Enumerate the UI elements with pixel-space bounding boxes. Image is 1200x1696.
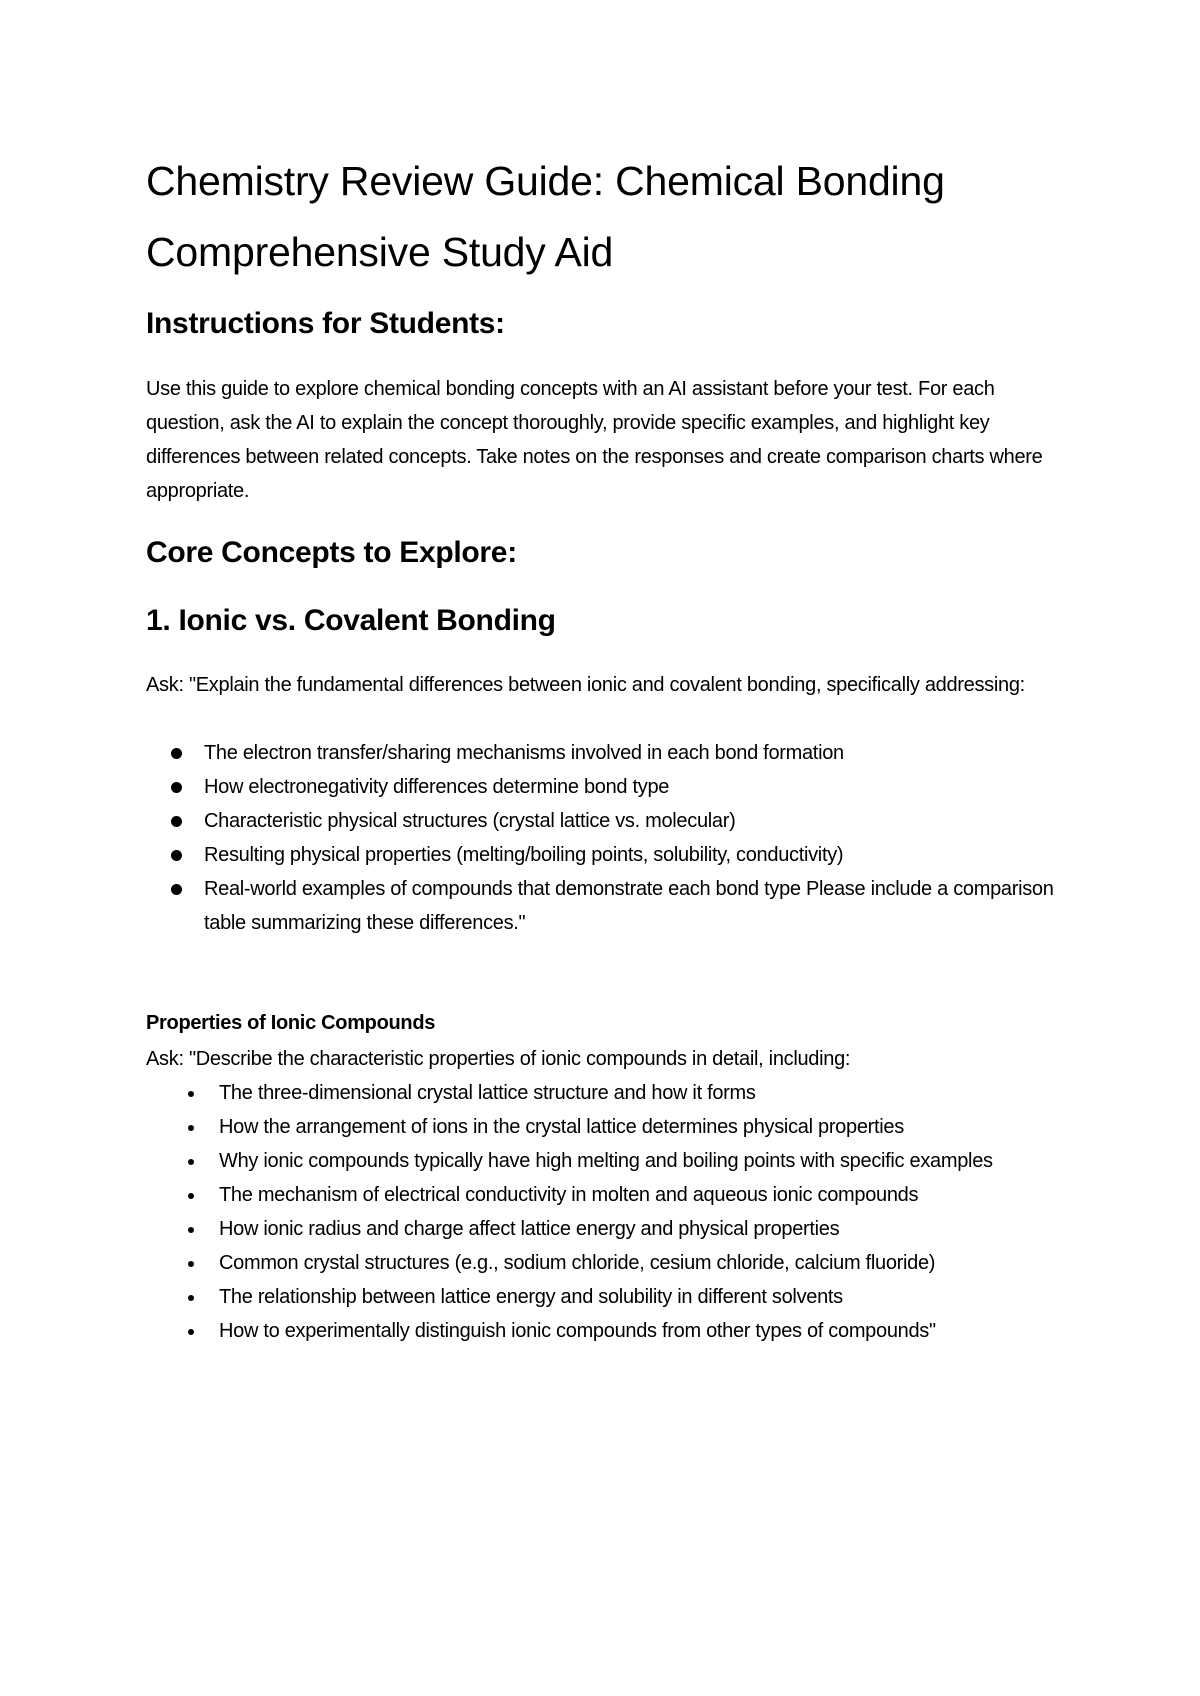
- bullet-icon: [171, 816, 182, 827]
- instructions-heading: Instructions for Students:: [146, 307, 505, 340]
- bullet-icon: [188, 1261, 194, 1267]
- list-item: Characteristic physical structures (crystal lattice vs. molecular): [204, 804, 1084, 838]
- bullet-icon: [188, 1227, 194, 1233]
- list-item: How to experimentally distinguish ionic compounds from other types of compounds": [219, 1314, 1089, 1348]
- list-item: How the arrangement of ions in the crystal lattice determines physical properties: [219, 1110, 1089, 1144]
- list-item: Real-world examples of compounds that demonstrate each bond type Please include a comparison table summarizing these differences.": [204, 872, 1084, 940]
- bullet-icon: [171, 782, 182, 793]
- document-title: [146, 146, 1076, 288]
- section-1-ask: Ask: "Explain the fundamental differences between ionic and covalent bonding, specifically addressing:: [146, 674, 1025, 696]
- list-item: Why ionic compounds typically have high melting and boiling points with specific examples: [219, 1144, 1089, 1178]
- section-1-list: [204, 736, 1084, 940]
- core-concepts-heading: Core Concepts to Explore:: [146, 536, 517, 569]
- title-line-2: Comprehensive Study Aid: [146, 229, 614, 275]
- bullet-icon: [188, 1091, 194, 1097]
- bullet-icon: [188, 1159, 194, 1165]
- bullet-icon: [171, 748, 182, 759]
- list-item: How electronegativity differences determine bond type: [204, 770, 1084, 804]
- bullet-icon: [171, 884, 182, 895]
- section-2-list: [219, 1076, 1089, 1348]
- list-item: The relationship between lattice energy and solubility in different solvents: [219, 1280, 1089, 1314]
- bullet-icon: [171, 850, 182, 861]
- section-1-heading: 1. Ionic vs. Covalent Bonding: [146, 604, 556, 637]
- section-2-heading: Properties of Ionic Compounds: [146, 1012, 436, 1034]
- list-item: Common crystal structures (e.g., sodium chloride, cesium chloride, calcium fluoride): [219, 1246, 1089, 1280]
- list-item: The three-dimensional crystal lattice structure and how it forms: [219, 1076, 1089, 1110]
- bullet-icon: [188, 1125, 194, 1131]
- section-2-ask: Ask: "Describe the characteristic properties of ionic compounds in detail, including:: [146, 1048, 851, 1070]
- title-line-1: Chemistry Review Guide: Chemical Bonding: [146, 158, 945, 204]
- list-item: The electron transfer/sharing mechanisms involved in each bond formation: [204, 736, 1084, 770]
- bullet-icon: [188, 1193, 194, 1199]
- bullet-icon: [188, 1295, 194, 1301]
- instructions-text: Use this guide to explore chemical bonding concepts with an AI assistant before your test. For each question, ask the AI to explain the concept thoroughly, provide specific examples, and highlight key differences between related concepts. Take notes on the responses and create comparison charts where appropriate.: [146, 378, 1043, 502]
- list-item: The mechanism of electrical conductivity in molten and aqueous ionic compounds: [219, 1178, 1089, 1212]
- list-item: How ionic radius and charge affect lattice energy and physical properties: [219, 1212, 1089, 1246]
- list-item: Resulting physical properties (melting/boiling points, solubility, conductivity): [204, 838, 1084, 872]
- bullet-icon: [188, 1329, 194, 1335]
